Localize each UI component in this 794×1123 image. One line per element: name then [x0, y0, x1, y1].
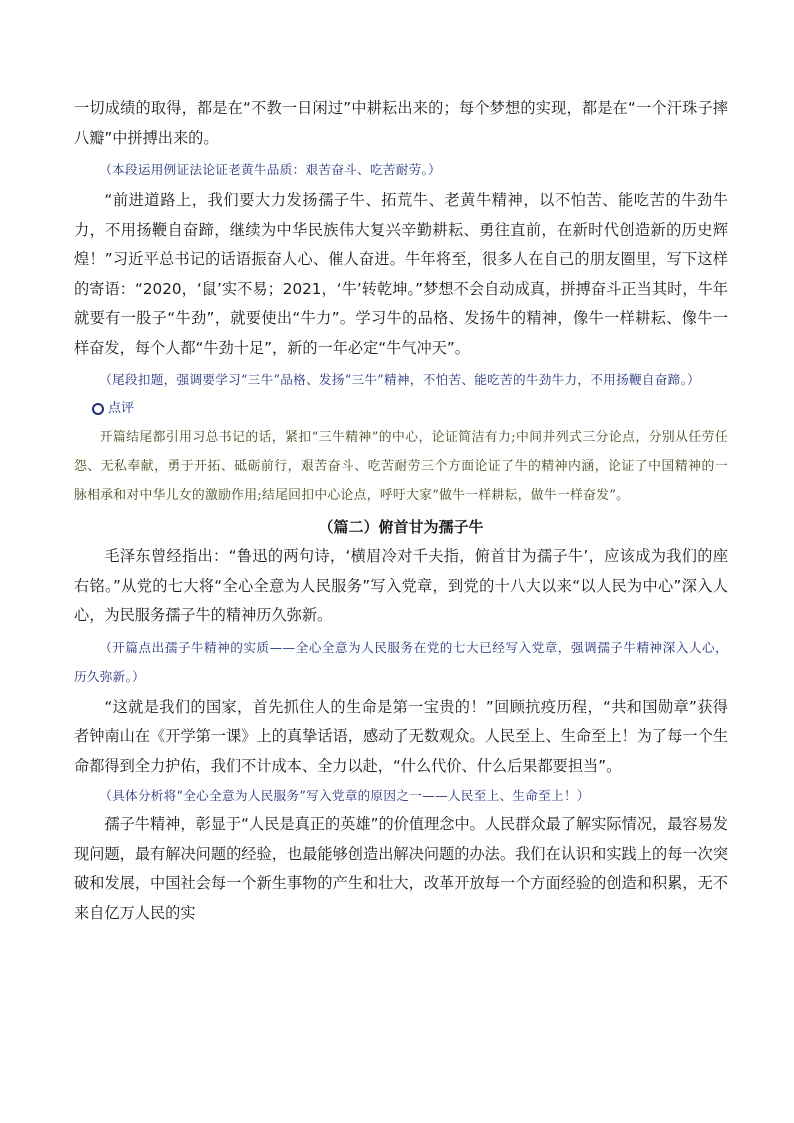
annotation-3: （开篇点出孺子牛精神的实质——全心全意为人民服务在党的七大已经写入党章，强调孺子牛精神深入人心，历久弥新。） [74, 639, 728, 684]
paragraph-3: 毛泽东曾经指出：“鲁迅的两句诗，‘横眉冷对千夫指，俯首甘为孺子牛’，应该成为我们的座右铭。”从党的七大将“全心全意为人民服务”写入党章，到党的十八大以来“以人民为中心”深入人心，为民服务孺子牛的精神历久弥新。 [74, 547, 728, 624]
paragraph-5: 孺子牛精神，彰显于“人民是真正的英雄”的价值理念中。人民群众最了解实际情况，最容易发现问题，最有解决问题的经验，也最能够创造出解决问题的办法。我们在认识和实践上的每一次突破和发展，中国社会每一个新生事物的产生和壮大，改革开放每一个方面经验的创造和积累，无不来自亿万人民的实 [74, 815, 728, 922]
review-label: 点评 [108, 401, 135, 416]
review-text: 开篇结尾都引用习总书记的话，紧扣“三牛精神”的中心，论证简洁有力;中间并列式三分论点，分别从任劳任怨、无私奉献，勇于开拓、砥砺前行，艰苦奋斗、吃苦耐劳三个方面论证了牛的精神内涵，论证了中国精神的一脉相承和对中华儿女的激励作用;结尾回扣中心论点，呼吁大家“做牛一样耕耘，做牛一样奋发”。 [74, 430, 728, 503]
paragraph-1: 一切成绩的取得，都是在“不教一日闲过”中耕耘出来的；每个梦想的实现，都是在“一个汗珠子摔八瓣”中拼搏出来的。 [74, 99, 728, 147]
paragraph-4: “这就是我们的国家，首先抓住人的生命是第一宝贵的！”回顾抗疫历程，“共和国勋章”获得者钟南山在《开学第一课》上的真挚话语，感动了无数观众。人民至上、生命至上！为了每一个生命都得到全力护佑，我们不计成本、全力以赴，“什么代价、什么后果都要担当”。 [74, 697, 728, 775]
circle-bullet-icon [92, 403, 104, 415]
paragraph-2: “前进道路上，我们要大力发扬孺子牛、拓荒牛、老黄牛精神，以不怕苦、能吃苦的牛劲牛力，不用扬鞭自奋蹄，继续为中华民族伟大复兴辛勤耕耘、勇往直前，在新时代创造新的历史辉煌！”习近平总书记的话语振奋人心、催人奋进。牛年将至，很多人在自己的朋友圈里，写下这样的寄语：“2020，‘鼠’实不易；2021，‘牛’转乾坤。”梦想不会自动成真，拼搏奋斗正当其时，牛年就要有一股子“牛劲”，就要使出“牛力”。学习牛的品格、发扬牛的精神，像牛一样耕耘、像牛一样奋发，每个人都“牛劲十足”，新的一年必定“牛气冲天”。 [74, 191, 728, 357]
section-title: （篇二）俯首甘为孺子牛 [318, 518, 484, 536]
annotation-2: （尾段扣题，强调要学习“三牛”品格、发扬“三牛”精神，不怕苦、能吃苦的牛劲牛力，不用扬鞭自奋蹄。） [99, 372, 701, 387]
annotation-4: （具体分析将“全心全意为人民服务”写入党章的原因之一——人民至上、生命至上！） [99, 788, 590, 803]
review-heading [74, 394, 728, 423]
annotation-1: （本段运用例证法论证老黄牛品质：艰苦奋斗、吃苦耐劳。） [99, 162, 442, 177]
